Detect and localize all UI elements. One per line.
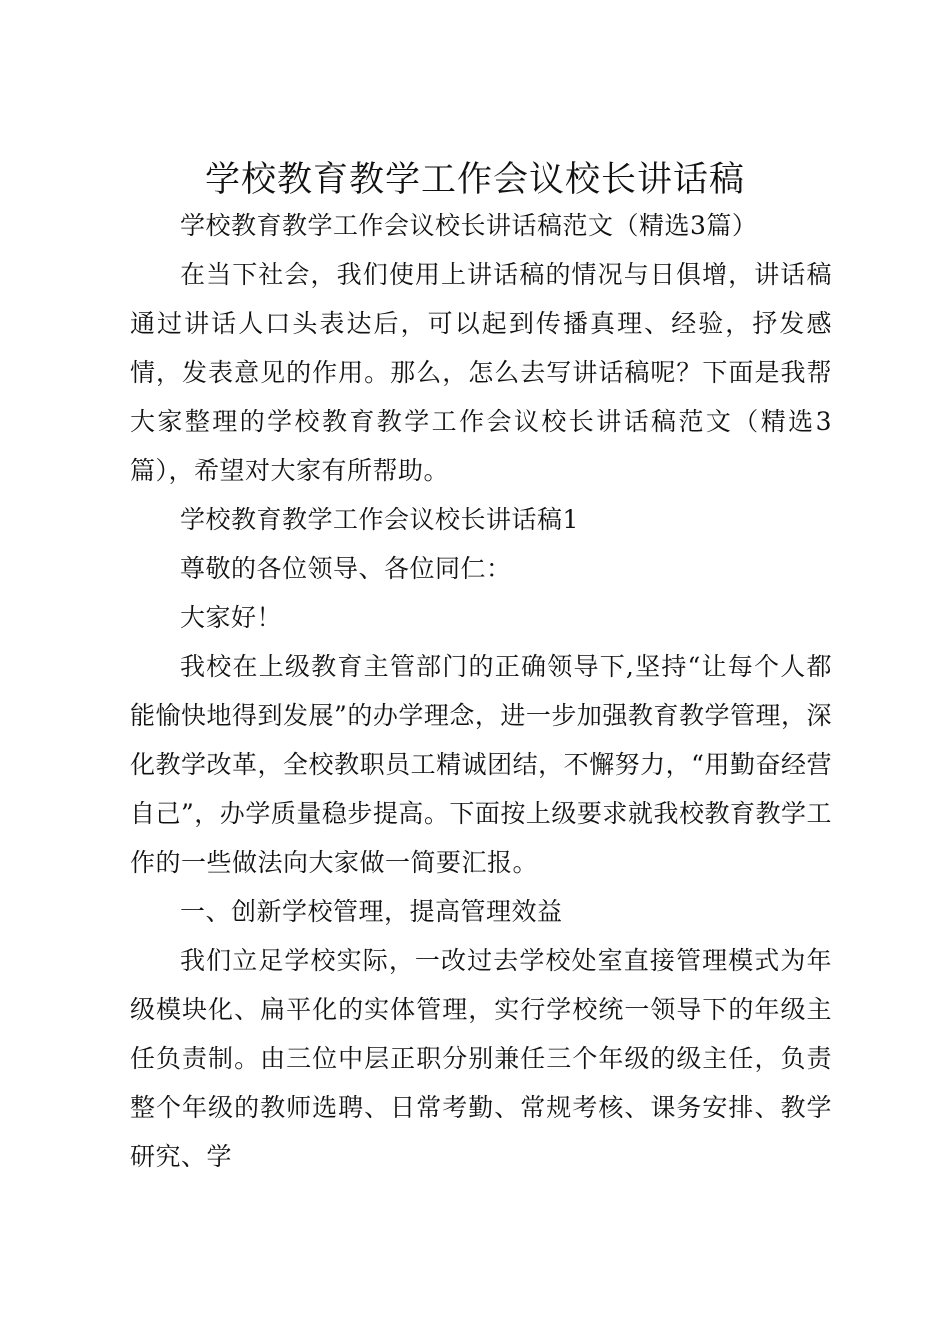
salutation: 尊敬的各位领导、各位同仁： <box>180 554 512 583</box>
document-title: 学校教育教学工作会议校长讲话稿 <box>204 160 745 200</box>
document-body <box>130 201 832 1181</box>
intro-paragraph: 在当下社会，我们使用上讲话稿的情况与日俱增，讲话稿通过讲话人口头表达后，可以起到传播真理、经验，抒发感情，发表意见的作用。那么，怎么去写讲话稿呢？下面是我帮大家整理的学校教育教学工作会议校长讲话稿范文（精选3篇），希望对大家有所帮助。 <box>130 260 832 485</box>
body-paragraph: 我们立足学校实际，一改过去学校处室直接管理模式为年级模块化、扁平化的实体管理，实行学校统一领导下的年级主任负责制。由三位中层正职分别兼任三个年级的级主任，负责整个年级的教师选聘、日常考勤、常规考核、课务安排、教学研究、学 <box>130 946 832 1171</box>
greeting: 大家好！ <box>180 603 283 632</box>
subtitle-paragraph: 学校教育教学工作会议校长讲话稿范文（精选3篇） <box>180 211 758 240</box>
section-heading: 一、创新学校管理，提高管理效益 <box>180 897 563 926</box>
speech-heading: 学校教育教学工作会议校长讲话稿1 <box>180 505 579 534</box>
body-paragraph: 我校在上级教育主管部门的正确领导下,坚持“让每个人都能愉快地得到发展”的办学理念，进一步加强教育教学管理，深化教学改革，全校教职员工精诚团结，不懈努力，“用勤奋经营自己”，办学质量稳步提高。下面按上级要求就我校教育教学工作的一些做法向大家做一简要汇报。 <box>130 652 832 877</box>
